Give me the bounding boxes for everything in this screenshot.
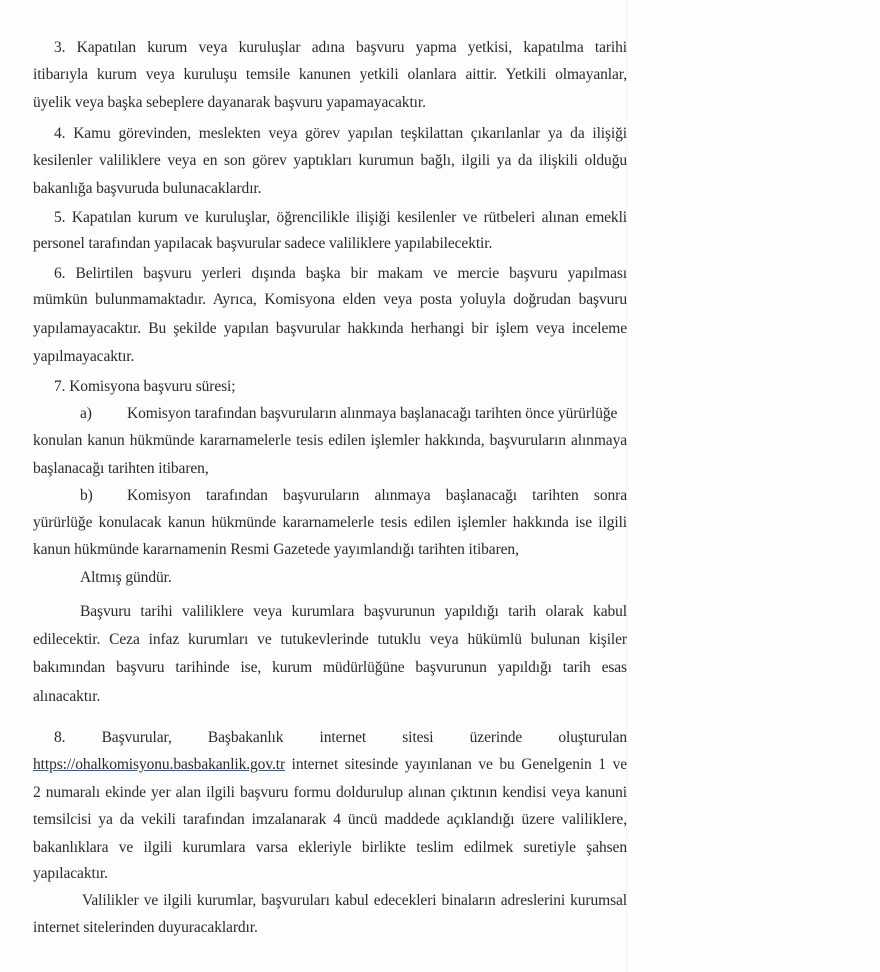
item-3-line-3: üyelik veya başka sebeplere dayanarak başvuru yapamayacaktır. (33, 94, 426, 111)
item-6-line-1: 6. Belirtilen başvuru yerleri dışında başka bir makam ve mercie başvuru yapılması (54, 265, 627, 282)
item-8-line-6: yapılacaktır. (33, 865, 108, 882)
item-3-line-2: itibarıyla kurum veya kuruluşu temsile kanunen yetkili olanlara aittir. Yetkili olmayanlar, (33, 66, 627, 83)
item-7b-line-3: kanun hükmünde kararnamenin Resmi Gazetede yayımlandığı tarihten itibaren, (33, 541, 519, 558)
item-4-line-2: kesilenler valiliklere veya en son görev yaptıkları kurumun bağlı, ilgili ya da ilişkili olduğu (33, 152, 627, 169)
item-8-line-1: 8. Başvurular, Başbakanlık internet sitesi üzerinde oluşturulan (54, 729, 627, 746)
item-7-heading: 7. Komisyona başvuru süresi; (54, 378, 236, 395)
item-3-line-1: 3. Kapatılan kurum veya kuruluşlar adına başvuru yapma yetkisi, kapatılma tarihi (54, 39, 627, 56)
item-5-line-2: personel tarafından yapılacak başvurular sadece valiliklere yapılabilecektir. (33, 235, 493, 252)
item-8-line-2 (33, 755, 627, 775)
item-7b-label: b) (80, 487, 93, 504)
item-7-closing: Altmış gündür. (80, 569, 172, 586)
item-6-line-3: yapılamayacaktır. Bu şekilde yapılan başvurular hakkında herhangi bir işlem veya inceleme (33, 320, 627, 337)
item-7a-line-3: başlanacağı tarihten itibaren, (33, 460, 209, 477)
final-paragraph-line-2: internet sitelerinden duyuracaklardır. (33, 919, 258, 936)
item-8-line-4: temsilcisi ya da vekili tarafından imzalanarak 4 üncü maddede açıklandığı üzere valiliklere, (33, 811, 627, 828)
item-7-note-line-2: edilecektir. Ceza infaz kurumları ve tutukevlerinde tutuklu veya hükümlü bulunan kişiler (33, 631, 627, 648)
final-paragraph-line-1: Valilikler ve ilgili kurumlar, başvuruları kabul edecekleri binaların adreslerini kurumsal (82, 892, 627, 909)
commission-website-link[interactable]: https://ohalkomisyonu.basbakanlik.gov.tr (33, 756, 286, 773)
item-7a-line-2: konulan kanun hükmünde kararnamelerle tesis edilen işlemler hakkında, başvuruların alınmaya (33, 432, 627, 449)
item-8-line-3: 2 numaralı ekinde yer alan ilgili başvuru formu doldurulup alınan çıktının kendisi veya kanuni (33, 784, 627, 801)
item-8-line-5: bakanlıklara ve ilgili kurumlara varsa ekleriyle birlikte teslim edilmek suretiyle şahsen (33, 839, 627, 856)
item-7-note-line-1: Başvuru tarihi valiliklere veya kurumlara başvurunun yapıldığı tarih olarak kabul (80, 603, 627, 620)
item-8-line-2-text: internet sitesinde yayınlanan ve bu Genelgenin 1 ve (285, 756, 627, 773)
item-7b-line-2: yürürlüğe konulacak kanun hükmünde kararnamelerle tesis edilen işlemler hakkında ise ilgili (33, 514, 627, 531)
item-6-line-2: mümkün bulunmamaktadır. Ayrıca, Komisyona elden veya posta yoluyla doğrudan başvuru (33, 291, 627, 308)
item-4-line-1: 4. Kamu görevinden, meslekten veya görev yapılan teşkilattan çıkarılanlar ya da ilişiği (54, 125, 627, 142)
item-7b-line-1 (80, 486, 627, 506)
item-6-line-4: yapılmayacaktır. (33, 348, 135, 365)
item-7a-label: a) (80, 405, 92, 422)
item-5-line-1: 5. Kapatılan kurum ve kuruluşlar, öğrencilikle ilişiği kesilenler ve rütbeleri alınan emekli (54, 209, 627, 226)
item-7b-text: Komisyon tarafından başvuruların alınmaya başlanacağı tarihten sonra (127, 487, 627, 504)
item-7-note-line-3: bakımından başvuru tarihinde ise, kurum müdürlüğüne başvurunun yapıldığı tarih esas (33, 659, 627, 676)
item-7a-text: Komisyon tarafından başvuruların alınmaya başlanacağı tarihten önce yürürlüğe (127, 405, 618, 422)
item-7a-line-1 (80, 404, 627, 424)
item-7-note-line-4: alınacaktır. (33, 688, 101, 705)
item-4-line-3: bakanlığa başvuruda bulunacaklardır. (33, 180, 262, 197)
